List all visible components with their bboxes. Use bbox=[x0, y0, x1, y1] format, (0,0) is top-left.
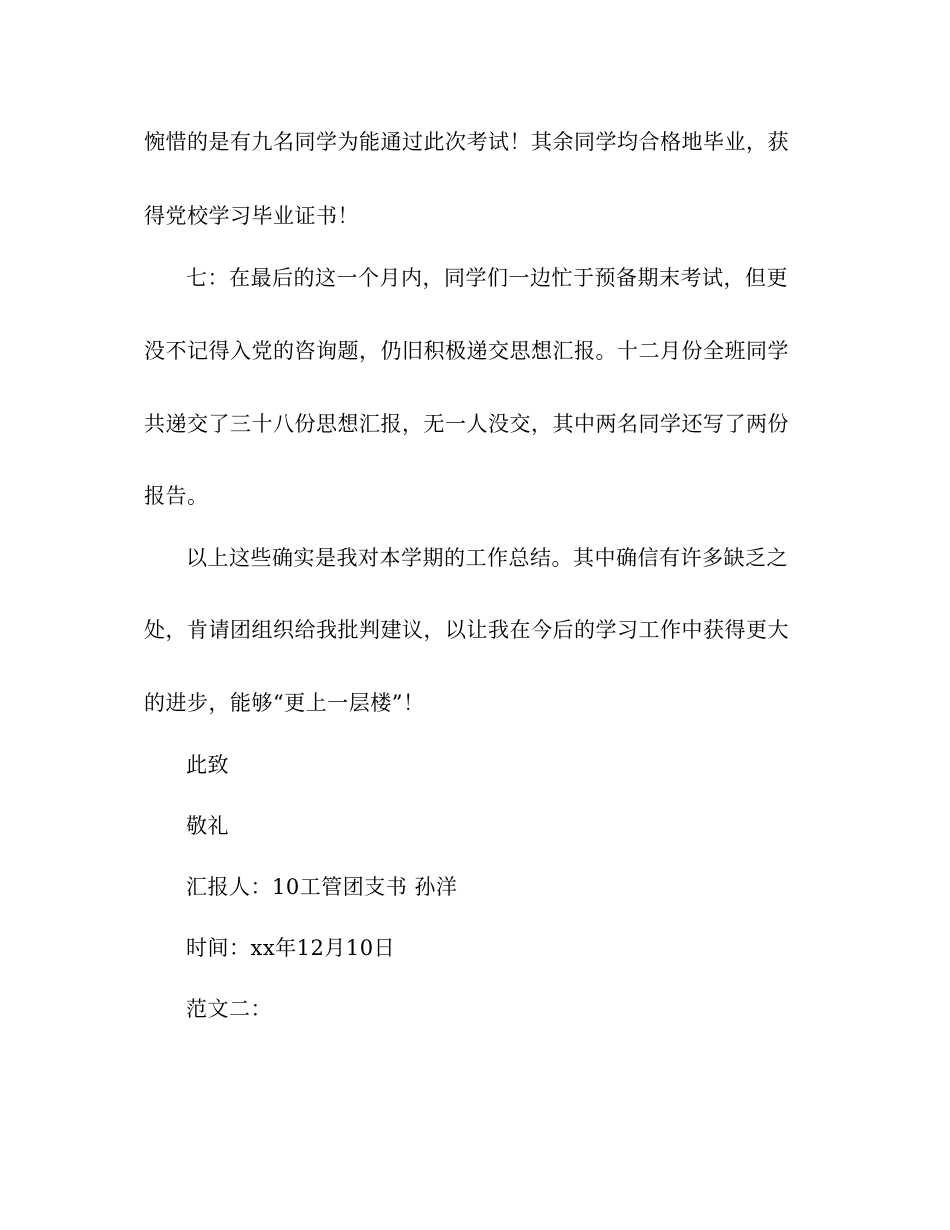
paragraph-3-line-3: 的进步，能够“更上一层楼”！ bbox=[144, 691, 425, 715]
paragraph-2-line-1: 七：在最后的这一个月内，同学们一边忙于预备期末考试，但更 bbox=[186, 266, 788, 290]
paragraph-2-line-3: 共递交了三十八份思想汇报，无一人没交，其中两名同学还写了两份 bbox=[144, 412, 789, 436]
paragraph-2-line-2: 没不记得入党的咨询题，仍旧积极递交思想汇报。十二月份全班同学 bbox=[144, 339, 789, 363]
reporter-signature: 汇报人：10工管团支书 孙洋 bbox=[186, 875, 458, 899]
paragraph-1-line-1: 惋惜的是有九名同学为能通过此次考试！其余同学均合格地毕业，获 bbox=[144, 130, 789, 154]
closing-salutation: 此致 bbox=[186, 753, 229, 777]
paragraph-1-line-2: 得党校学习毕业证书！ bbox=[144, 204, 359, 228]
sample-heading: 范文二： bbox=[186, 997, 272, 1021]
report-date: 时间：xx年12月10日 bbox=[186, 936, 396, 960]
closing-regards: 敬礼 bbox=[186, 814, 229, 838]
paragraph-2-line-4: 报告。 bbox=[144, 484, 209, 508]
paragraph-3-line-2: 处，肯请团组织给我批判建议，以让我在今后的学习工作中获得更大 bbox=[144, 618, 789, 642]
paragraph-3-line-1: 以上这些确实是我对本学期的工作总结。其中确信有许多缺乏之 bbox=[186, 546, 788, 570]
